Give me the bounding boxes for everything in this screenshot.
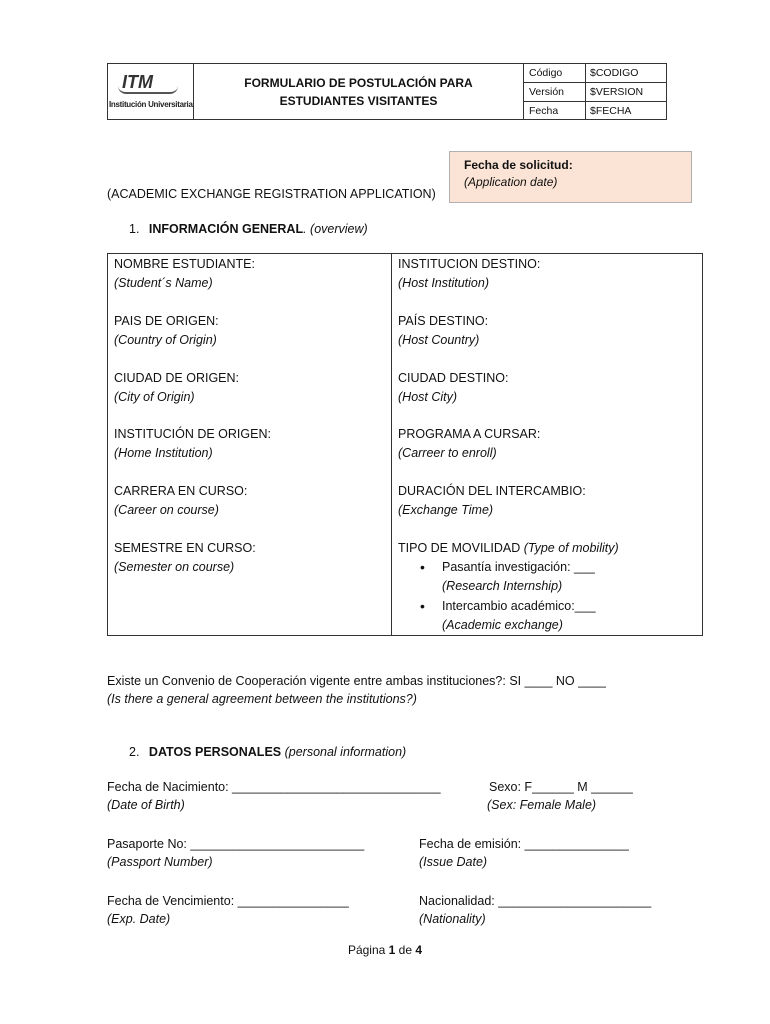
- nationality-label-en: (Nationality): [419, 912, 486, 926]
- expiry-date-field[interactable]: Fecha de Vencimiento: ________________: [107, 894, 349, 908]
- section-title: INFORMACIÓN GENERAL: [148, 222, 304, 236]
- field-label: PAIS DE ORIGEN:: [114, 314, 219, 328]
- field-label: TIPO DE MOVILIDAD: [398, 541, 524, 555]
- host-institution-field[interactable]: [398, 255, 540, 293]
- logo-cell: [108, 64, 194, 119]
- meta-value: $CODIGO: [590, 67, 639, 79]
- title-line-1: FORMULARIO DE POSTULACIÓN PARA: [244, 75, 473, 90]
- option-label-en: (Research Internship): [442, 579, 563, 593]
- field-label-en: (Career on course): [114, 503, 219, 517]
- birth-date-label-en: (Date of Birth): [107, 798, 185, 812]
- field-label: PAÍS DESTINO:: [398, 314, 489, 328]
- option-label-en: (Academic exchange): [442, 618, 563, 632]
- footer-prefix: Página: [347, 943, 389, 957]
- meta-value: $VERSION: [590, 86, 644, 98]
- host-city-field[interactable]: [398, 369, 508, 407]
- field-label-en: (Home Institution): [114, 446, 213, 460]
- nationality-field[interactable]: Nacionalidad: ______________________: [419, 894, 652, 908]
- document-meta: [524, 64, 666, 119]
- meta-label: Código: [524, 64, 586, 82]
- host-country-field[interactable]: [398, 312, 488, 350]
- meta-label: Fecha: [524, 102, 586, 120]
- field-label: INSTITUCION DESTINO:: [398, 257, 541, 271]
- field-label-en: (City of Origin): [114, 390, 195, 404]
- meta-row-code: [524, 64, 666, 83]
- field-label: CARRERA EN CURSO:: [114, 484, 248, 498]
- expiry-date-label-en: (Exp. Date): [107, 912, 171, 926]
- application-date-sub: (Application date): [464, 175, 558, 189]
- field-label: PROGRAMA A CURSAR:: [398, 427, 541, 441]
- section-title: DATOS PERSONALES: [148, 745, 282, 759]
- option-label: • Pasantía investigación: ___: [442, 560, 595, 574]
- meta-row-date: [524, 102, 666, 120]
- field-label-en: (Type of mobility): [523, 541, 619, 555]
- meta-value: $FECHA: [590, 105, 632, 117]
- title-line-2: ESTUDIANTES VISITANTES: [279, 93, 438, 108]
- field-label-en: (Host Country): [398, 333, 480, 347]
- field-label: INSTITUCIÓN DE ORIGEN:: [114, 427, 271, 441]
- field-label: SEMESTRE EN CURSO:: [114, 541, 256, 555]
- meta-row-version: [524, 83, 666, 102]
- field-label: NOMBRE ESTUDIANTE:: [114, 257, 255, 271]
- mobility-type-label: [398, 539, 619, 558]
- application-date-label: Fecha de solicitud:: [464, 158, 573, 172]
- footer-mid: de: [395, 943, 416, 957]
- field-label: DURACIÓN DEL INTERCAMBIO:: [398, 484, 586, 498]
- student-name-field[interactable]: [114, 255, 255, 293]
- passport-field[interactable]: Pasaporte No: _________________________: [107, 837, 365, 851]
- page-footer: [0, 943, 770, 957]
- section-title-en: (personal information): [281, 745, 407, 759]
- career-field[interactable]: [114, 482, 247, 520]
- field-label-en: (Semester on course): [114, 560, 235, 574]
- application-date-field[interactable]: [449, 151, 692, 203]
- field-label-en: (Country of Origin): [114, 333, 217, 347]
- field-label-en: (Student´s Name): [114, 276, 213, 290]
- country-of-origin-field[interactable]: [114, 312, 219, 350]
- institution-logo: [122, 72, 178, 94]
- table-divider: [391, 254, 392, 635]
- program-field[interactable]: [398, 425, 540, 463]
- exchange-duration-field[interactable]: [398, 482, 586, 520]
- section-number: 1.: [129, 222, 140, 236]
- page-number: 1: [388, 943, 396, 957]
- field-label-en: (Host City): [398, 390, 458, 404]
- issue-date-label-en: (Issue Date): [419, 855, 488, 869]
- meta-label: Versión: [524, 83, 586, 101]
- field-label-en: (Carreer to enroll): [398, 446, 497, 460]
- field-label: CIUDAD DE ORIGEN:: [114, 371, 240, 385]
- birth-date-field[interactable]: Fecha de Nacimiento: ______________________________: [107, 780, 441, 794]
- sex-field[interactable]: Sexo: F______ M ______: [489, 780, 633, 794]
- agreement-question[interactable]: Existe un Convenio de Cooperación vigente entre ambas instituciones?: SI ____ NO ____: [107, 674, 606, 688]
- page-total: 4: [415, 943, 423, 957]
- section-2-heading: [129, 743, 406, 761]
- section-title-en: . (overview): [303, 222, 368, 236]
- city-of-origin-field[interactable]: [114, 369, 239, 407]
- logo-swoosh-icon: [118, 86, 178, 94]
- mobility-option-research[interactable]: [442, 558, 595, 596]
- semester-field[interactable]: [114, 539, 256, 577]
- issue-date-field[interactable]: Fecha de emisión: _______________: [419, 837, 629, 851]
- home-institution-field[interactable]: [114, 425, 271, 463]
- section-1-heading: [129, 220, 368, 238]
- logo-text: ITM: [122, 72, 153, 92]
- document-header: [107, 63, 667, 120]
- agreement-question-en: (Is there a general agreement between the institutions?): [107, 692, 417, 706]
- field-label-en: (Host Institution): [398, 276, 490, 290]
- field-label-en: (Exchange Time): [398, 503, 494, 517]
- mobility-option-exchange[interactable]: [442, 597, 596, 635]
- passport-label-en: (Passport Number): [107, 855, 213, 869]
- logo-subtitle: Institución Universitaria: [109, 100, 193, 109]
- sex-label-en: (Sex: Female Male): [487, 798, 597, 812]
- general-info-table: [107, 253, 703, 636]
- form-subtitle: (ACADEMIC EXCHANGE REGISTRATION APPLICATION): [107, 187, 436, 201]
- field-label: CIUDAD DESTINO:: [398, 371, 509, 385]
- document-title: [194, 64, 524, 119]
- option-label: • Intercambio académico:___: [442, 599, 596, 613]
- section-number: 2.: [129, 745, 140, 759]
